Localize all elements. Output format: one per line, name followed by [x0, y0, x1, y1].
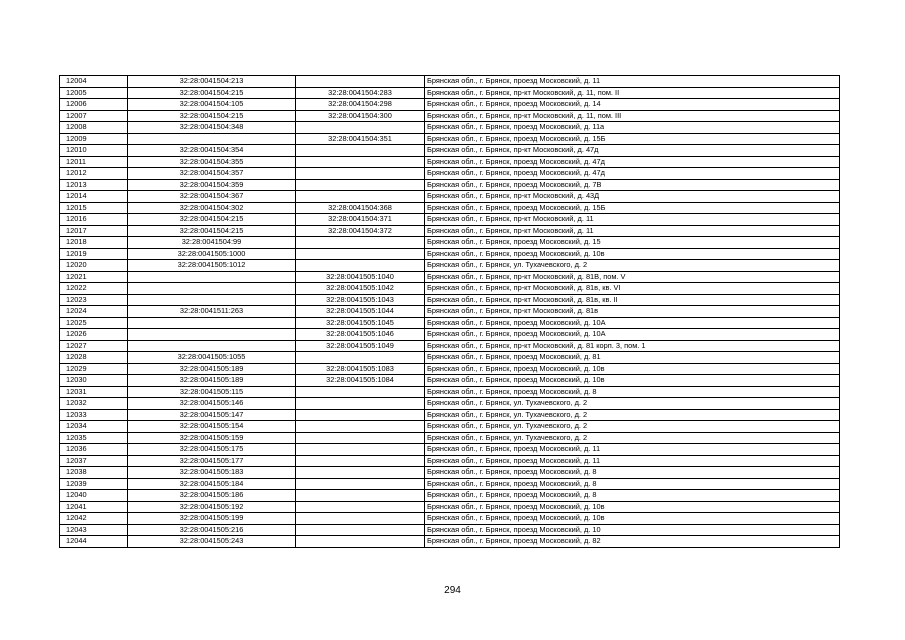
- room-cadastral-number-cell: [296, 179, 425, 191]
- table-row: [60, 455, 840, 467]
- address-cell: Брянская обл., г. Брянск, проезд Московский, д. 10А: [425, 329, 840, 341]
- address-cell: Брянская обл., г. Брянск, пр-кт Московский, д. 11, пом. II: [425, 87, 840, 99]
- row-number-cell: 12010: [60, 145, 128, 157]
- row-number-cell: 12011: [60, 156, 128, 168]
- room-cadastral-number-cell: 32:28:0041505:1040: [296, 271, 425, 283]
- room-cadastral-number-cell: 32:28:0041505:1044: [296, 306, 425, 318]
- room-cadastral-number-cell: [296, 501, 425, 513]
- row-number-cell: 12009: [60, 133, 128, 145]
- address-cell: Брянская обл., г. Брянск, проезд Московский, д. 8: [425, 478, 840, 490]
- row-number-cell: 12036: [60, 444, 128, 456]
- table-row: [60, 168, 840, 180]
- cadastral-number-cell: [128, 133, 296, 145]
- address-cell: Брянская обл., г. Брянск, проезд Московский, д. 7В: [425, 179, 840, 191]
- room-cadastral-number-cell: [296, 156, 425, 168]
- cadastral-number-cell: 32:28:0041505:192: [128, 501, 296, 513]
- property-table-body: [60, 76, 840, 548]
- table-row: [60, 225, 840, 237]
- room-cadastral-number-cell: [296, 536, 425, 548]
- table-row: [60, 375, 840, 387]
- table-row: [60, 99, 840, 111]
- address-cell: Брянская обл., г. Брянск, проезд Московский, д. 10в: [425, 513, 840, 525]
- row-number-cell: 12007: [60, 110, 128, 122]
- address-cell: Брянская обл., г. Брянск, пр-кт Московский, д. 11: [425, 225, 840, 237]
- address-cell: Брянская обл., г. Брянск, пр-кт Московский, д. 81в, кв. II: [425, 294, 840, 306]
- address-cell: Брянская обл., г. Брянск, пр-кт Московский, д. 43Д: [425, 191, 840, 203]
- table-row: [60, 122, 840, 134]
- address-cell: Брянская обл., г. Брянск, пр-кт Московский, д. 11, пом. III: [425, 110, 840, 122]
- room-cadastral-number-cell: [296, 398, 425, 410]
- table-row: [60, 352, 840, 364]
- address-cell: Брянская обл., г. Брянск, проезд Московский, д. 10в: [425, 501, 840, 513]
- row-number-cell: 12033: [60, 409, 128, 421]
- room-cadastral-number-cell: [296, 478, 425, 490]
- address-cell: Брянская обл., г. Брянск, пр-кт Московский, д. 47д: [425, 145, 840, 157]
- table-row: [60, 386, 840, 398]
- row-number-cell: 12043: [60, 524, 128, 536]
- row-number-cell: 12040: [60, 490, 128, 502]
- room-cadastral-number-cell: [296, 455, 425, 467]
- row-number-cell: 12015: [60, 202, 128, 214]
- room-cadastral-number-cell: [296, 409, 425, 421]
- address-cell: Брянская обл., г. Брянск, проезд Московский, д. 82: [425, 536, 840, 548]
- address-cell: Брянская обл., г. Брянск, проезд Московский, д. 11: [425, 76, 840, 88]
- room-cadastral-number-cell: 32:28:0041504:368: [296, 202, 425, 214]
- row-number-cell: 12019: [60, 248, 128, 260]
- room-cadastral-number-cell: [296, 421, 425, 433]
- table-row: [60, 214, 840, 226]
- room-cadastral-number-cell: [296, 432, 425, 444]
- address-cell: Брянская обл., г. Брянск, проезд Московский, д. 8: [425, 467, 840, 479]
- table-row: [60, 133, 840, 145]
- row-number-cell: 12031: [60, 386, 128, 398]
- room-cadastral-number-cell: 32:28:0041505:1083: [296, 363, 425, 375]
- row-number-cell: 12039: [60, 478, 128, 490]
- cadastral-number-cell: 32:28:0041505:154: [128, 421, 296, 433]
- table-row: [60, 467, 840, 479]
- cadastral-number-cell: 32:28:0041505:177: [128, 455, 296, 467]
- address-cell: Брянская обл., г. Брянск, проезд Московский, д. 15Б: [425, 133, 840, 145]
- table-row: [60, 145, 840, 157]
- row-number-cell: 12024: [60, 306, 128, 318]
- row-number-cell: 12027: [60, 340, 128, 352]
- row-number-cell: 12030: [60, 375, 128, 387]
- address-cell: Брянская обл., г. Брянск, проезд Московский, д. 10в: [425, 248, 840, 260]
- cadastral-number-cell: 32:28:0041505:183: [128, 467, 296, 479]
- row-number-cell: 12029: [60, 363, 128, 375]
- cadastral-number-cell: [128, 340, 296, 352]
- table-row: [60, 501, 840, 513]
- room-cadastral-number-cell: [296, 352, 425, 364]
- row-number-cell: 12018: [60, 237, 128, 249]
- address-cell: Брянская обл., г. Брянск, ул. Тухачевского, д. 2: [425, 409, 840, 421]
- row-number-cell: 12006: [60, 99, 128, 111]
- table-row: [60, 363, 840, 375]
- room-cadastral-number-cell: [296, 386, 425, 398]
- row-number-cell: 12038: [60, 467, 128, 479]
- room-cadastral-number-cell: [296, 191, 425, 203]
- table-row: [60, 179, 840, 191]
- cadastral-number-cell: 32:28:0041505:199: [128, 513, 296, 525]
- address-cell: Брянская обл., г. Брянск, проезд Московский, д. 81: [425, 352, 840, 364]
- address-cell: Брянская обл., г. Брянск, пр-кт Московский, д. 81в, кв. VI: [425, 283, 840, 295]
- room-cadastral-number-cell: 32:28:0041504:372: [296, 225, 425, 237]
- room-cadastral-number-cell: [296, 490, 425, 502]
- address-cell: Брянская обл., г. Брянск, проезд Московский, д. 47д: [425, 156, 840, 168]
- cadastral-number-cell: 32:28:0041504:213: [128, 76, 296, 88]
- cadastral-number-cell: 32:28:0041511:263: [128, 306, 296, 318]
- address-cell: Брянская обл., г. Брянск, проезд Московский, д. 47д: [425, 168, 840, 180]
- table-row: [60, 283, 840, 295]
- table-row: [60, 478, 840, 490]
- cadastral-number-cell: 32:28:0041504:215: [128, 225, 296, 237]
- cadastral-number-cell: 32:28:0041505:1055: [128, 352, 296, 364]
- table-row: [60, 110, 840, 122]
- cadastral-number-cell: 32:28:0041505:1000: [128, 248, 296, 260]
- address-cell: Брянская обл., г. Брянск, ул. Тухачевского, д. 2: [425, 260, 840, 272]
- room-cadastral-number-cell: [296, 524, 425, 536]
- cadastral-number-cell: 32:28:0041504:302: [128, 202, 296, 214]
- row-number-cell: 12016: [60, 214, 128, 226]
- row-number-cell: 12014: [60, 191, 128, 203]
- address-cell: Брянская обл., г. Брянск, ул. Тухачевского, д. 2: [425, 421, 840, 433]
- cadastral-number-cell: 32:28:0041504:99: [128, 237, 296, 249]
- cadastral-number-cell: 32:28:0041505:175: [128, 444, 296, 456]
- address-cell: Брянская обл., г. Брянск, пр-кт Московский, д. 11: [425, 214, 840, 226]
- address-cell: Брянская обл., г. Брянск, проезд Московский, д. 11а: [425, 122, 840, 134]
- address-cell: Брянская обл., г. Брянск, проезд Московский, д. 8: [425, 490, 840, 502]
- address-cell: Брянская обл., г. Брянск, проезд Московский, д. 8: [425, 386, 840, 398]
- room-cadastral-number-cell: [296, 237, 425, 249]
- table-row: [60, 191, 840, 203]
- row-number-cell: 12042: [60, 513, 128, 525]
- table-row: [60, 76, 840, 88]
- table-row: [60, 432, 840, 444]
- table-row: [60, 271, 840, 283]
- row-number-cell: 12032: [60, 398, 128, 410]
- room-cadastral-number-cell: 32:28:0041504:283: [296, 87, 425, 99]
- cadastral-number-cell: 32:28:0041504:367: [128, 191, 296, 203]
- cadastral-number-cell: 32:28:0041504:105: [128, 99, 296, 111]
- room-cadastral-number-cell: [296, 168, 425, 180]
- row-number-cell: 12005: [60, 87, 128, 99]
- address-cell: Брянская обл., г. Брянск, проезд Московский, д. 14: [425, 99, 840, 111]
- table-row: [60, 421, 840, 433]
- address-cell: Брянская обл., г. Брянск, проезд Московский, д. 10: [425, 524, 840, 536]
- address-cell: Брянская обл., г. Брянск, проезд Московский, д. 15Б: [425, 202, 840, 214]
- cadastral-number-cell: 32:28:0041504:357: [128, 168, 296, 180]
- row-number-cell: 12022: [60, 283, 128, 295]
- room-cadastral-number-cell: 32:28:0041505:1042: [296, 283, 425, 295]
- address-cell: Брянская обл., г. Брянск, пр-кт Московский, д. 81 корп. 3, пом. 1: [425, 340, 840, 352]
- room-cadastral-number-cell: [296, 122, 425, 134]
- cadastral-number-cell: 32:28:0041504:354: [128, 145, 296, 157]
- address-cell: Брянская обл., г. Брянск, проезд Московский, д. 10в: [425, 375, 840, 387]
- cadastral-number-cell: 32:28:0041504:355: [128, 156, 296, 168]
- room-cadastral-number-cell: [296, 467, 425, 479]
- table-row: [60, 248, 840, 260]
- room-cadastral-number-cell: [296, 444, 425, 456]
- table-row: [60, 317, 840, 329]
- table-row: [60, 524, 840, 536]
- address-cell: Брянская обл., г. Брянск, пр-кт Московский, д. 81в: [425, 306, 840, 318]
- table-row: [60, 513, 840, 525]
- room-cadastral-number-cell: 32:28:0041505:1045: [296, 317, 425, 329]
- cadastral-number-cell: [128, 271, 296, 283]
- room-cadastral-number-cell: [296, 260, 425, 272]
- table-row: [60, 444, 840, 456]
- address-cell: Брянская обл., г. Брянск, ул. Тухачевского, д. 2: [425, 398, 840, 410]
- row-number-cell: 12013: [60, 179, 128, 191]
- row-number-cell: 12037: [60, 455, 128, 467]
- table-row: [60, 202, 840, 214]
- cadastral-number-cell: 32:28:0041505:243: [128, 536, 296, 548]
- cadastral-number-cell: 32:28:0041504:215: [128, 110, 296, 122]
- cadastral-number-cell: [128, 317, 296, 329]
- cadastral-number-cell: 32:28:0041504:215: [128, 87, 296, 99]
- cadastral-number-cell: [128, 294, 296, 306]
- room-cadastral-number-cell: 32:28:0041505:1049: [296, 340, 425, 352]
- table-row: [60, 87, 840, 99]
- table-row: [60, 490, 840, 502]
- cadastral-number-cell: 32:28:0041505:159: [128, 432, 296, 444]
- cadastral-number-cell: 32:28:0041505:1012: [128, 260, 296, 272]
- property-table: [59, 75, 840, 548]
- cadastral-number-cell: 32:28:0041505:184: [128, 478, 296, 490]
- table-row: [60, 260, 840, 272]
- address-cell: Брянская обл., г. Брянск, проезд Московский, д. 15: [425, 237, 840, 249]
- row-number-cell: 12021: [60, 271, 128, 283]
- row-number-cell: 12028: [60, 352, 128, 364]
- row-number-cell: 12035: [60, 432, 128, 444]
- row-number-cell: 12008: [60, 122, 128, 134]
- cadastral-number-cell: 32:28:0041505:147: [128, 409, 296, 421]
- cadastral-number-cell: 32:28:0041505:115: [128, 386, 296, 398]
- table-row: [60, 536, 840, 548]
- cadastral-number-cell: 32:28:0041505:216: [128, 524, 296, 536]
- address-cell: Брянская обл., г. Брянск, проезд Московский, д. 10А: [425, 317, 840, 329]
- table-row: [60, 340, 840, 352]
- row-number-cell: 12020: [60, 260, 128, 272]
- address-cell: Брянская обл., г. Брянск, пр-кт Московский, д. 81В, пом. V: [425, 271, 840, 283]
- cadastral-number-cell: [128, 283, 296, 295]
- table-row: [60, 237, 840, 249]
- row-number-cell: 12026: [60, 329, 128, 341]
- address-cell: Брянская обл., г. Брянск, проезд Московский, д. 10в: [425, 363, 840, 375]
- room-cadastral-number-cell: 32:28:0041504:300: [296, 110, 425, 122]
- row-number-cell: 12041: [60, 501, 128, 513]
- page-number: 294: [444, 585, 461, 596]
- room-cadastral-number-cell: [296, 145, 425, 157]
- table-row: [60, 294, 840, 306]
- cadastral-number-cell: 32:28:0041505:189: [128, 375, 296, 387]
- row-number-cell: 12044: [60, 536, 128, 548]
- room-cadastral-number-cell: [296, 513, 425, 525]
- room-cadastral-number-cell: [296, 248, 425, 260]
- cadastral-number-cell: 32:28:0041505:189: [128, 363, 296, 375]
- row-number-cell: 12034: [60, 421, 128, 433]
- room-cadastral-number-cell: 32:28:0041504:298: [296, 99, 425, 111]
- row-number-cell: 12004: [60, 76, 128, 88]
- cadastral-number-cell: 32:28:0041505:186: [128, 490, 296, 502]
- room-cadastral-number-cell: 32:28:0041505:1043: [296, 294, 425, 306]
- row-number-cell: 12012: [60, 168, 128, 180]
- cadastral-number-cell: 32:28:0041504:359: [128, 179, 296, 191]
- room-cadastral-number-cell: 32:28:0041504:351: [296, 133, 425, 145]
- address-cell: Брянская обл., г. Брянск, проезд Московский, д. 11: [425, 455, 840, 467]
- table-row: [60, 398, 840, 410]
- table-row: [60, 306, 840, 318]
- room-cadastral-number-cell: 32:28:0041505:1084: [296, 375, 425, 387]
- address-cell: Брянская обл., г. Брянск, проезд Московский, д. 11: [425, 444, 840, 456]
- row-number-cell: 12025: [60, 317, 128, 329]
- row-number-cell: 12017: [60, 225, 128, 237]
- row-number-cell: 12023: [60, 294, 128, 306]
- cadastral-number-cell: [128, 329, 296, 341]
- cadastral-number-cell: 32:28:0041505:146: [128, 398, 296, 410]
- address-cell: Брянская обл., г. Брянск, ул. Тухачевского, д. 2: [425, 432, 840, 444]
- table-row: [60, 156, 840, 168]
- room-cadastral-number-cell: 32:28:0041505:1046: [296, 329, 425, 341]
- cadastral-number-cell: 32:28:0041504:348: [128, 122, 296, 134]
- cadastral-number-cell: 32:28:0041504:215: [128, 214, 296, 226]
- room-cadastral-number-cell: [296, 76, 425, 88]
- table-row: [60, 329, 840, 341]
- room-cadastral-number-cell: 32:28:0041504:371: [296, 214, 425, 226]
- table-row: [60, 409, 840, 421]
